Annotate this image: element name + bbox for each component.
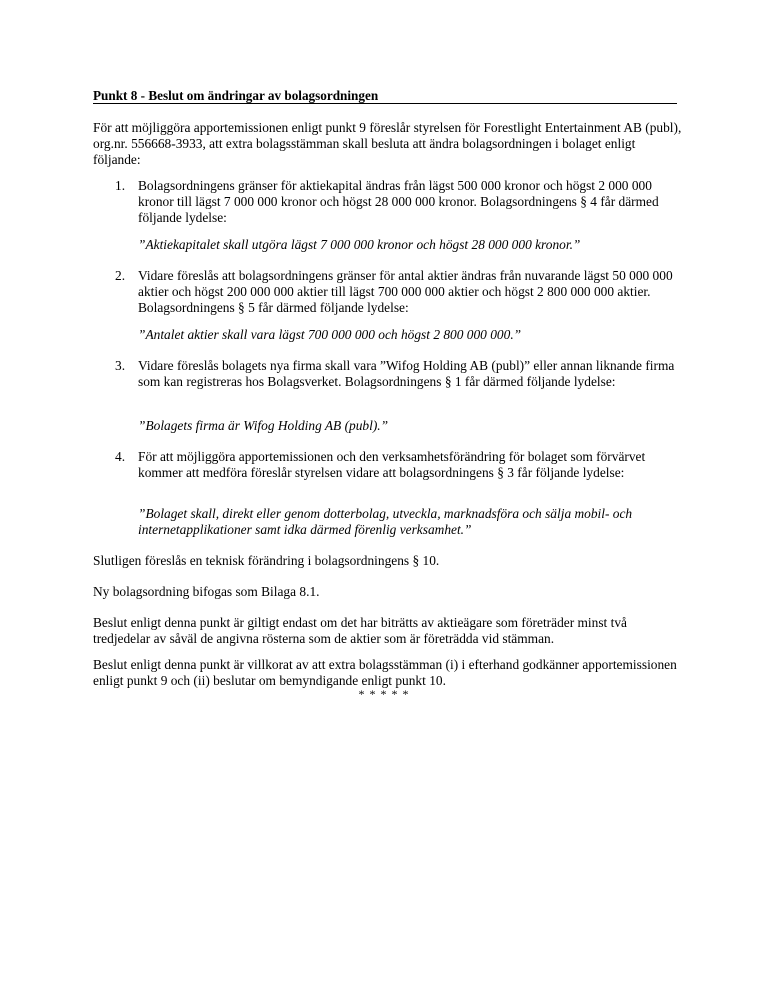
section-heading: Punkt 8 - Beslut om ändringar av bolagsordningen <box>93 88 677 104</box>
list-item-text: Vidare föreslås bolagets nya firma skall vara ”Wifog Holding AB (publ)” eller annan liknande firma som kan registreras hos Bolagsverket. Bolagsordningens § 1 får därmed följande lydelse: <box>138 358 675 389</box>
technical-change-paragraph: Slutligen föreslås en teknisk förändring i bolagsordningens § 10. <box>93 553 440 568</box>
quote-4: ”Bolaget skall, direkt eller genom dotterbolag, utveckla, marknadsföra och sälja mobil- och internetapplikationer samt idka därmed förenlig verksamhet.” <box>138 506 633 537</box>
majority-paragraph: Beslut enligt denna punkt är giltigt endast om det har biträtts av aktieägare som företräder minst två tredjedelar av såväl de angivna rösterna som de aktier som är företrädda vid stämman. <box>93 615 627 646</box>
appendix-paragraph: Ny bolagsordning bifogas som Bilaga 8.1. <box>93 584 320 599</box>
list-item-number: 2. <box>115 268 126 283</box>
quote-3: ”Bolagets firma är Wifog Holding AB (publ).” <box>138 418 389 433</box>
quote-1: ”Aktiekapitalet skall utgöra lägst 7 000 000 kronor och högst 28 000 000 kronor.” <box>138 237 581 252</box>
intro-paragraph: För att möjliggöra apportemissionen enligt punkt 9 föreslår styrelsen för Forestlight Entertainment AB (publ), org.nr. 556668-3933, att extra bolagsstämman skall besluta att ändra bolagsordningen i bolaget enligt följande: <box>93 120 682 167</box>
list-item-text: Vidare föreslås att bolagsordningens gränser för antal aktier ändras från nuvarande lägst 50 000 000 aktier och högst 200 000 000 aktier till lägst 700 000 000 aktier och högst 2 800 000 000 aktier. Bolagsordningens § 5 får därmed följande lydelse: <box>138 268 673 315</box>
end-stars: * * * * * <box>358 687 410 701</box>
quote-2: ”Antalet aktier skall vara lägst 700 000 000 och högst 2 800 000 000.” <box>138 327 522 342</box>
list-item-text: Bolagsordningens gränser för aktiekapital ändras från lägst 500 000 kronor och högst 2 000 000 kronor till lägst 7 000 000 kronor och högst 28 000 000 kronor. Bolagsordningens § 4 får därmed följande lydelse: <box>138 178 659 225</box>
list-item-number: 1. <box>115 178 126 193</box>
list-item-number: 3. <box>115 358 126 373</box>
list-item-number: 4. <box>115 449 126 464</box>
condition-paragraph: Beslut enligt denna punkt är villkorat av att extra bolagsstämman (i) i efterhand godkänner apportemissionen enligt punkt 9 och (ii) beslutar om bemyndigande enligt punkt 10. <box>93 657 677 688</box>
list-item-text: För att möjliggöra apportemissionen och den verksamhetsförändring för bolaget som förvärvet kommer att medföra föreslår styrelsen vidare att bolagsordningens § 3 får följande lydelse: <box>138 449 646 480</box>
